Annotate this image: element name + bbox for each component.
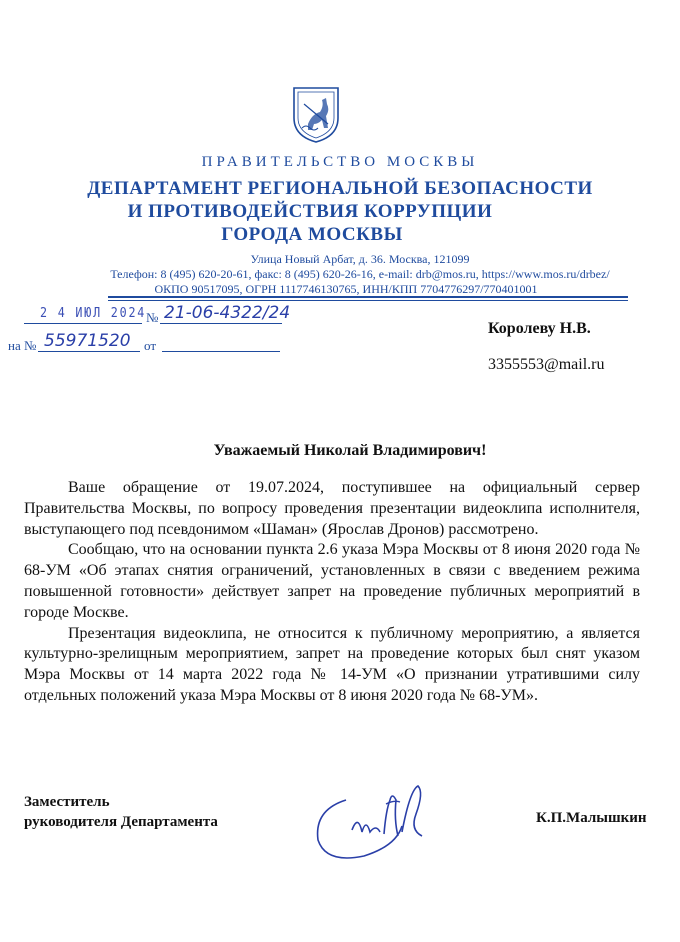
letterhead-divider-thin — [108, 300, 628, 301]
greeting: Уважаемый Николай Владимирович! — [213, 442, 487, 459]
from-date-underline — [162, 351, 280, 352]
department-name-line3: ГОРОДА МОСКВЫ — [221, 224, 403, 245]
date-stamp: 2 4 ИЮЛ 2024 — [40, 306, 147, 321]
recipient-email: 3355553@mail.ru — [488, 356, 605, 373]
paragraph-1: Ваше обращение от 19.07.2024, поступившее на официальный сервер Правительства Москвы, по вопросу проведения презентации видеоклипа исполнителя, выступающего под псевдонимом «Шаман» (Ярослав Дронов) рассмотрено. — [24, 479, 640, 538]
department-contacts: Телефон: 8 (495) 620-20-61, факс: 8 (495) 620-26-16, e-mail: drb@mos.ru, https://www.mos.ru/drbez/ — [110, 267, 610, 281]
date-underline — [24, 323, 142, 324]
government-name: ПРАВИТЕЛЬСТВО МОСКВЫ — [201, 154, 479, 170]
department-codes: ОКПО 90517095, ОГРН 1117746130765, ИНН/КПП 7704776297/770401001 — [154, 282, 538, 296]
paragraph-3: Презентация видеоклипа, не относится к публичному мероприятию, а является культурно-зрелищным мероприятием, запрет на проведение которых был снят указом Мэра Москвы от 14 марта 2022 года № 14-УМ «О признании утратившими силу отдельных положений указа Мэра Москвы от 8 июня 2020 года № 68-УМ». — [24, 624, 640, 704]
department-name-line2: И ПРОТИВОДЕЙСТВИЯ КОРРУПЦИИ — [127, 201, 493, 222]
outgoing-number: 21-06-4322/24 — [164, 303, 291, 323]
recipient-name: Королеву Н.В. — [488, 320, 591, 337]
signatory-title-line2: руководителя Департамента — [24, 814, 218, 830]
signatory-title — [24, 792, 218, 832]
department-address: Улица Новый Арбат, д. 36. Москва, 121099 — [250, 252, 470, 266]
outgoing-number-underline — [160, 323, 282, 324]
signatory-title-line1: Заместитель — [24, 794, 110, 810]
signatory-name: К.П.Малышкин — [536, 810, 647, 826]
reply-prefix: на № — [8, 338, 37, 353]
incoming-number: 55971520 — [44, 331, 131, 351]
letter-body — [24, 478, 640, 707]
handwritten-signature-icon — [306, 770, 446, 870]
number-label: № — [146, 310, 159, 325]
letterhead-divider — [108, 296, 628, 298]
from-label: от — [144, 338, 157, 353]
paragraph-2: Сообщаю, что на основании пункта 2.6 указа Мэра Москвы от 8 июня 2020 года № 68-УМ «Об этапах снятия ограничений, установленных в связи с введением режима повышенной готовности» действует запрет на проведение публичных мероприятий в городе Москве. — [24, 541, 640, 621]
moscow-coat-of-arms-icon — [290, 84, 342, 144]
incoming-number-underline — [38, 351, 140, 352]
department-name-line1: ДЕПАРТАМЕНТ РЕГИОНАЛЬНОЙ БЕЗОПАСНОСТИ — [87, 178, 593, 199]
